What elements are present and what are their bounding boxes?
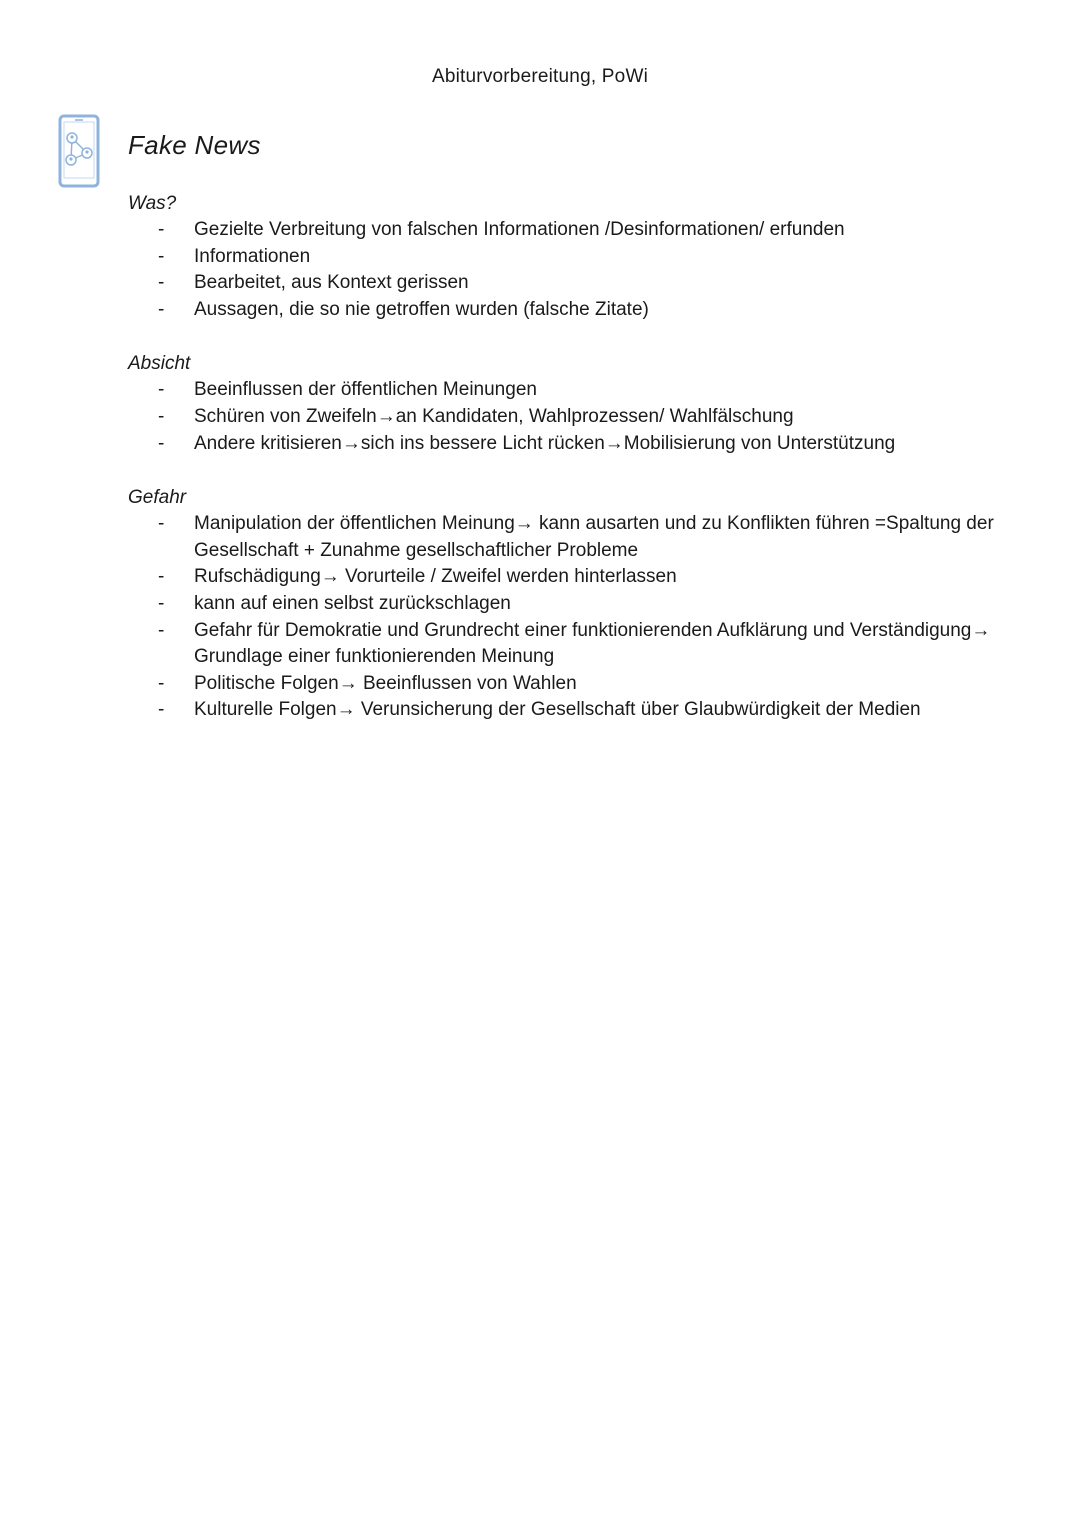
section-heading: Gefahr bbox=[128, 487, 187, 509]
bullet-dash: - bbox=[158, 298, 165, 320]
bullet-list bbox=[128, 377, 1008, 457]
list-item-text: Gezielte Verbreitung von falschen Informationen /Desinformationen/ erfunden bbox=[194, 219, 845, 240]
list-item bbox=[128, 618, 1008, 671]
list-item-text: Kulturelle Folgen→ Verunsicherung der Gesellschaft über Glaubwürdigkeit der Medien bbox=[194, 699, 921, 721]
section-heading: Absicht bbox=[128, 353, 191, 375]
list-item-text: Manipulation der öffentlichen Meinung→ kann ausarten und zu Konflikten führen =Spaltung der Gesellschaft + Zunahme gesellschaftlicher Probleme bbox=[194, 513, 994, 561]
list-item bbox=[128, 297, 1008, 324]
list-item-text: Schüren von Zweifeln→an Kandidaten, Wahlprozessen/ Wahlfälschung bbox=[194, 405, 794, 427]
section-was bbox=[128, 190, 1008, 323]
bullet-list bbox=[128, 217, 1008, 323]
bullet-dash: - bbox=[158, 566, 165, 588]
list-item bbox=[128, 564, 1008, 591]
list-item bbox=[128, 244, 1008, 271]
list-item bbox=[128, 431, 1008, 458]
bullet-dash: - bbox=[158, 619, 165, 641]
list-item-text: Andere kritisieren→sich ins bessere Licht rücken→Mobilisierung von Unterstützung bbox=[194, 432, 896, 454]
section-heading: Was? bbox=[128, 193, 177, 214]
list-item bbox=[128, 270, 1008, 297]
list-item bbox=[128, 671, 1008, 698]
list-item bbox=[128, 511, 1008, 564]
list-item-text: Aussagen, die so nie getroffen wurden (falsche Zitate) bbox=[194, 298, 649, 320]
bullet-list bbox=[128, 511, 1008, 724]
list-item-text: Beeinflussen der öffentlichen Meinungen bbox=[194, 379, 537, 401]
bullet-dash: - bbox=[158, 513, 165, 535]
bullet-dash: - bbox=[158, 405, 165, 427]
phone-network-icon bbox=[58, 114, 100, 188]
bullet-dash: - bbox=[158, 379, 165, 401]
bullet-dash: - bbox=[158, 432, 165, 454]
list-item-text: Politische Folgen→ Beeinflussen von Wahlen bbox=[194, 672, 577, 694]
list-item-text: Informationen bbox=[194, 245, 311, 267]
page-header: Abiturvorbereitung, PoWi bbox=[431, 66, 648, 87]
list-item bbox=[128, 591, 1008, 618]
bullet-dash: - bbox=[158, 672, 165, 694]
list-item-text: Gefahr für Demokratie und Grundrecht einer funktionierenden Aufklärung und Verständigung→ Grundlage einer funktionierenden Meinung bbox=[194, 619, 991, 668]
list-item-text: kann auf einen selbst zurückschlagen bbox=[194, 592, 511, 614]
bullet-dash: - bbox=[158, 272, 165, 294]
section-absicht bbox=[128, 350, 1008, 457]
list-item bbox=[128, 697, 1008, 724]
document-title: Fake News bbox=[128, 130, 261, 160]
bullet-dash: - bbox=[158, 699, 165, 721]
list-item bbox=[128, 404, 1008, 431]
section-gefahr bbox=[128, 484, 1008, 724]
document-body bbox=[128, 190, 1008, 751]
list-item bbox=[128, 217, 1008, 244]
bullet-dash: - bbox=[158, 245, 165, 267]
list-item-text: Rufschädigung→ Vorurteile / Zweifel werden hinterlassen bbox=[194, 566, 677, 588]
bullet-dash: - bbox=[158, 219, 165, 240]
list-item-text: Bearbeitet, aus Kontext gerissen bbox=[194, 272, 469, 294]
bullet-dash: - bbox=[158, 592, 165, 614]
list-item bbox=[128, 377, 1008, 404]
